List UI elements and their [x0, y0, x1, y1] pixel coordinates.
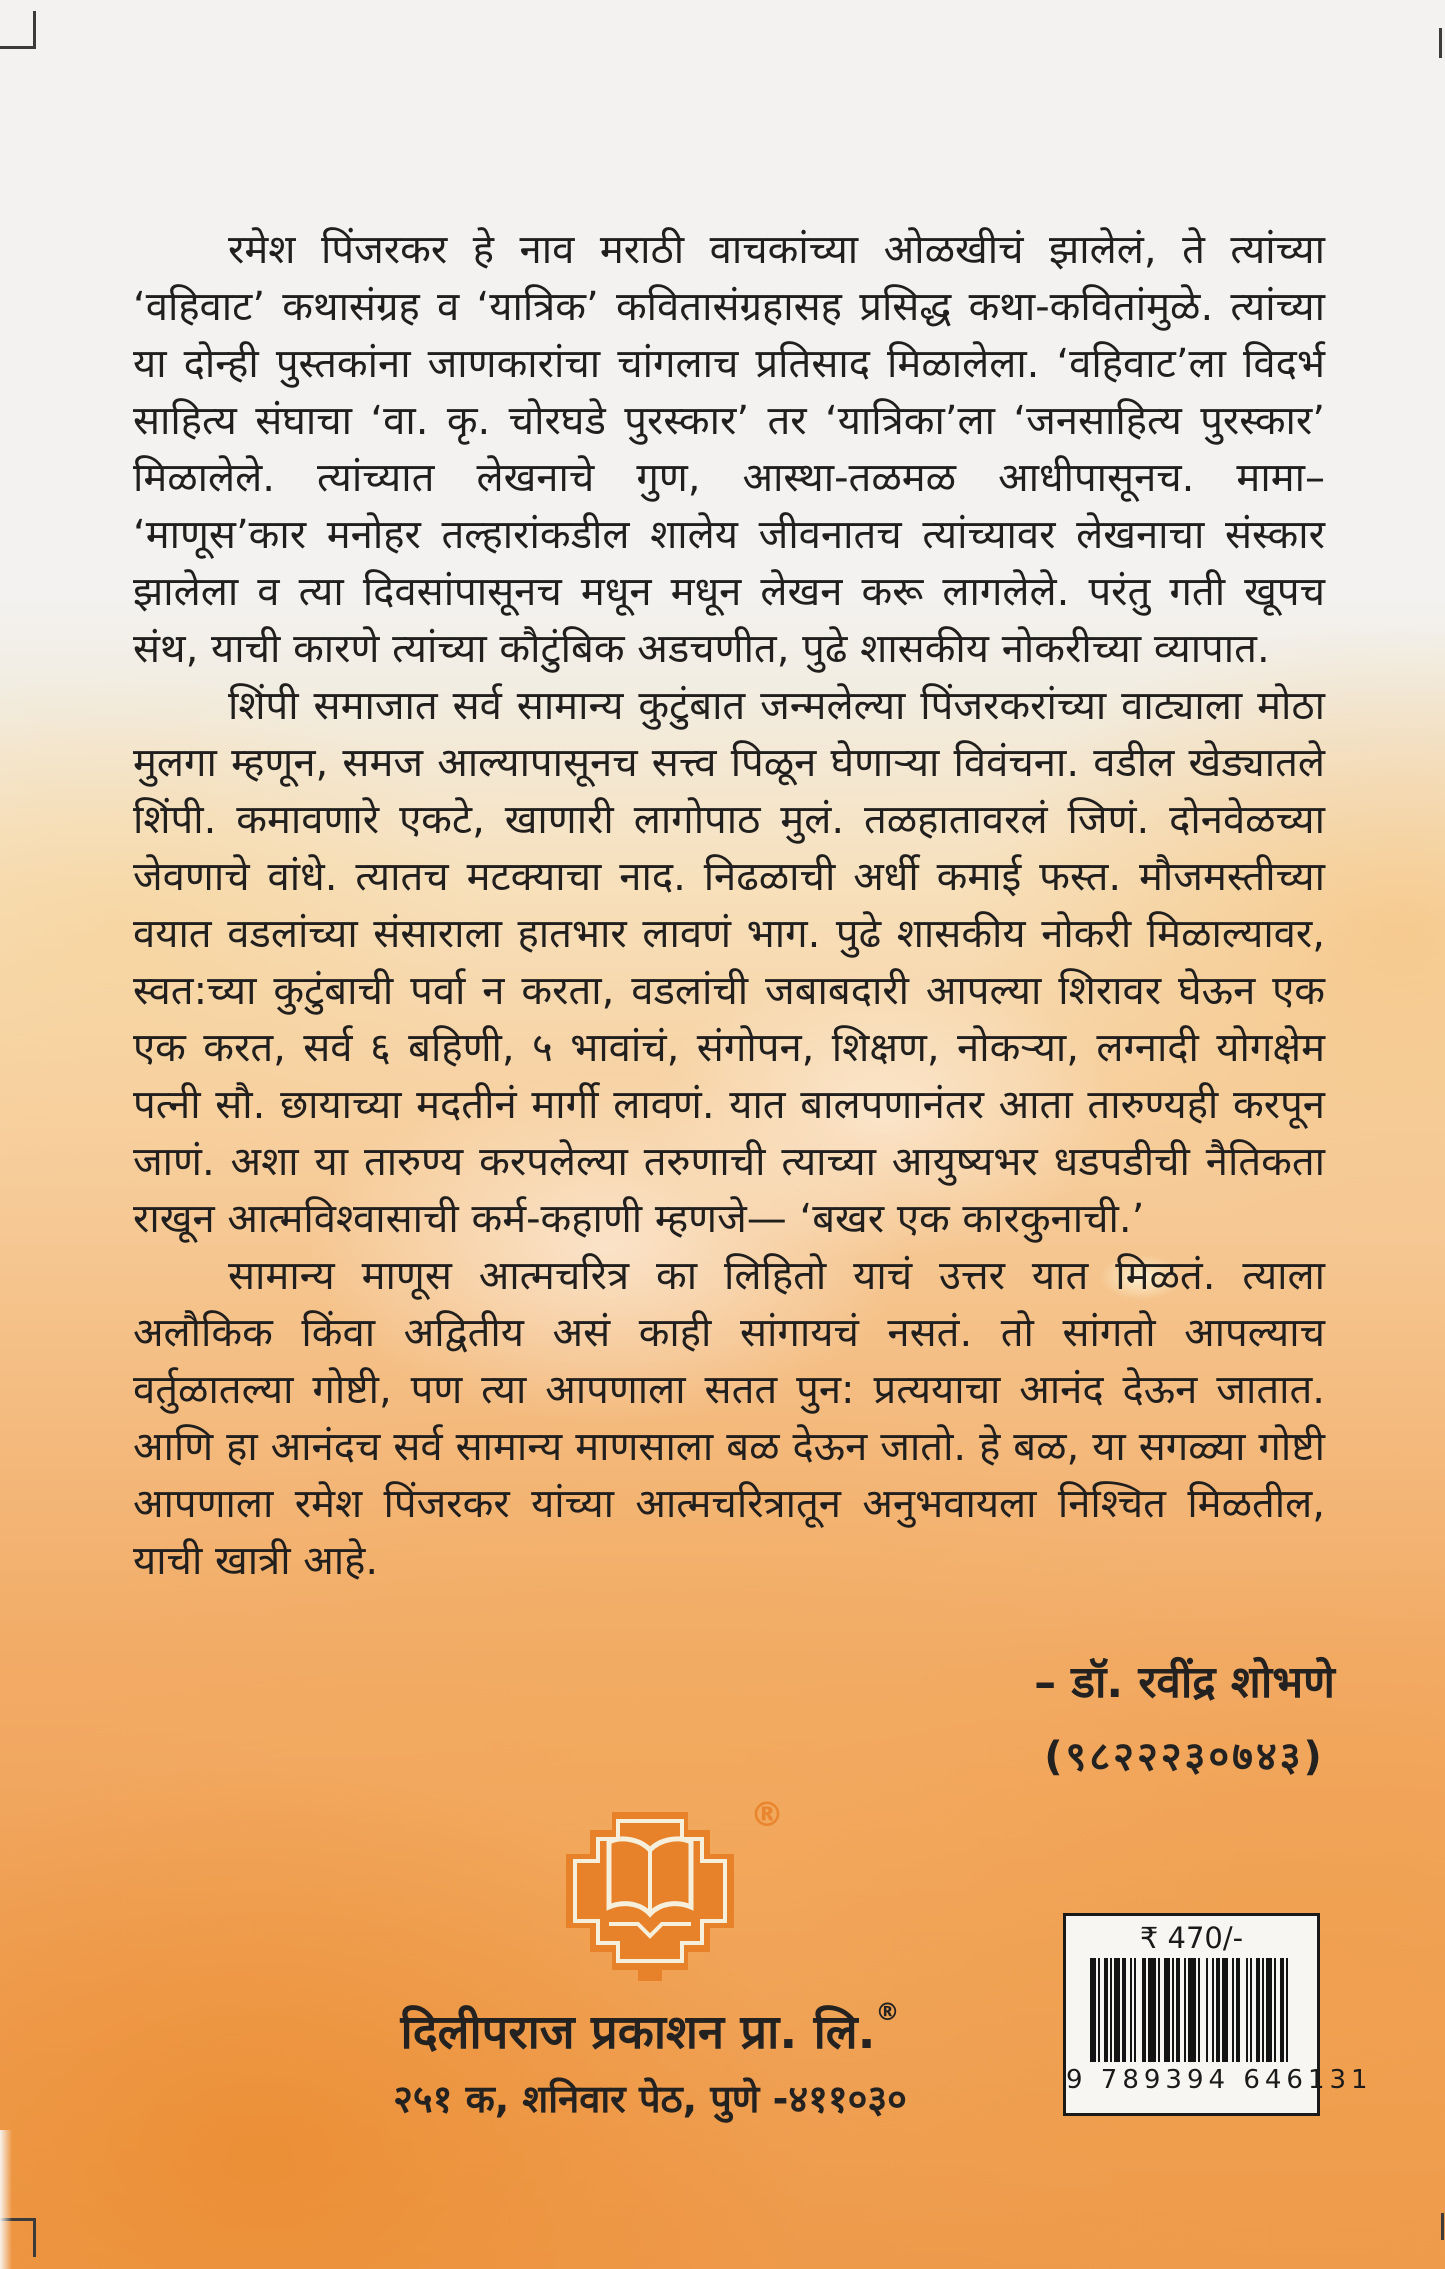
open-book-icon	[550, 1810, 750, 1982]
barcode-number: 9 789394 646131	[1066, 2065, 1373, 2095]
crop-mark-bottom-left-vertical	[33, 2218, 36, 2257]
publisher-address: २५१ क, शनिवार पेठ, पुणे -४११०३०	[393, 2077, 907, 2121]
crop-mark-top-right	[1439, 28, 1442, 58]
body-paragraph: रमेश पिंजरकर हे नाव मराठी वाचकांच्या ओळखीचं झालेलं, ते त्यांच्या ‘वहिवाट’ कथासंग्रह व ‘यात्रिक’ कवितासंग्रहासह प्रसिद्ध कथा-कवितांमुळे. त्यांच्या या दोन्ही पुस्तकांना जाणकारांचा चांगलाच प्रतिसाद मिळालेला. ‘वहिवाट’ला विदर्भ साहित्य संघाचा ‘वा. कृ. चोरघडे पुरस्कार’ तर ‘यात्रिका’ला ‘जनसाहित्य पुरस्कार’ मिळालेले. त्यांच्यात लेखनाचे गुण, आस्था-तळमळ आधीपासूनच. मामा– ‘माणूस’कार मनोहर तल्हारांकडील शालेय जीवनातच त्यांच्यावर लेखनाचा संस्कार झालेला व त्या दिवसांपासूनच मधून मधून लेखन करू लागलेले. परंतु गती खूपच संथ, याची कारणे त्यांच्या कौटुंबिक अडचणीत, पुढे शासकीय नोकरीच्या व्यापात.	[133, 227, 1325, 672]
body-paragraph: सामान्य माणूस आत्मचरित्र का लिहितो याचं उत्तर यात मिळतं. त्याला अलौकिक किंवा अद्वितीय असं काही सांगायचं नसतं. तो सांगतो आपल्याच वर्तुळातल्या गोष्टी, पण त्या आपणाला सतत पुन: प्रत्ययाचा आनंद देऊन जातात. आणि हा आनंदच सर्व सामान्य माणसाला बळ देऊन जातो. हे बळ, या सगळ्या गोष्टी आपणाला रमेश पिंजरकर यांच्या आत्मचरित्रातून अनुभवायला निश्चित मिळतील, याची खात्री आहे.	[133, 1253, 1325, 1584]
registered-trademark-icon: ®	[875, 1998, 900, 2026]
page-edge-fade	[0, 2130, 12, 2269]
body-paragraph: शिंपी समाजात सर्व सामान्य कुटुंबात जन्मलेल्या पिंजरकरांच्या वाट्याला मोठा मुलगा म्हणून, समज आल्यापासूनच सत्त्व पिळून घेणाऱ्या विवंचना. वडील खेड्यातले शिंपी. कमावणारे एकटे, खाणारी लागोपाठ मुलं. तळहातावरलं जिणं. दोनवेळच्या जेवणाचे वांधे. त्यातच मटक्याचा नाद. निढळाची अर्धी कमाई फस्त. मौजमस्तीच्या वयात वडलांच्या संसाराला हातभार लावणं भाग. पुढे शासकीय नोकरी मिळाल्यावर, स्वत:च्या कुटुंबाची पर्वा न करता, वडलांची जबाबदारी आपल्या शिरावर घेऊन एक एक करत, सर्व ६ बहिणी, ५ भावांचं, संगोपन, शिक्षण, नोकऱ्या, लग्नादी योगक्षेम पत्नी सौ. छायाच्या मदतीनं मार्गी लावणं. यात बालपणानंतर आता तारुण्यही करपून जाणं. अशा या तारुण्य करपलेल्या तरुणाची त्याच्या आयुष्यभर धडपडीची नैतिकता राखून आत्मविश्वासाची कर्म-कहाणी म्हणजे— ‘बखर एक कारकुनाची.’	[133, 683, 1325, 1242]
phone-number: (९८२२२३०७४३)	[1044, 1734, 1325, 1780]
crop-mark-top-left-vertical	[33, 11, 36, 49]
author-signature: – डॉ. रवींद्र शोभणे	[1034, 1657, 1335, 1708]
registered-trademark-icon: ®	[750, 1795, 784, 1835]
crop-mark-top-left-horizontal	[0, 46, 36, 49]
barcode	[1063, 1913, 1373, 2116]
barcode-bars	[1078, 1958, 1305, 2062]
price-label: ₹ 470/-	[1139, 1921, 1244, 1955]
blurb-text-block	[133, 222, 1325, 1590]
publisher-logo	[550, 1795, 784, 1982]
crop-mark-bottom-right	[1441, 2213, 1444, 2240]
publisher-name-text: दिलीपराज प्रकाशन प्रा. लि.	[400, 2005, 876, 2060]
signature-block	[1034, 1650, 1335, 1782]
